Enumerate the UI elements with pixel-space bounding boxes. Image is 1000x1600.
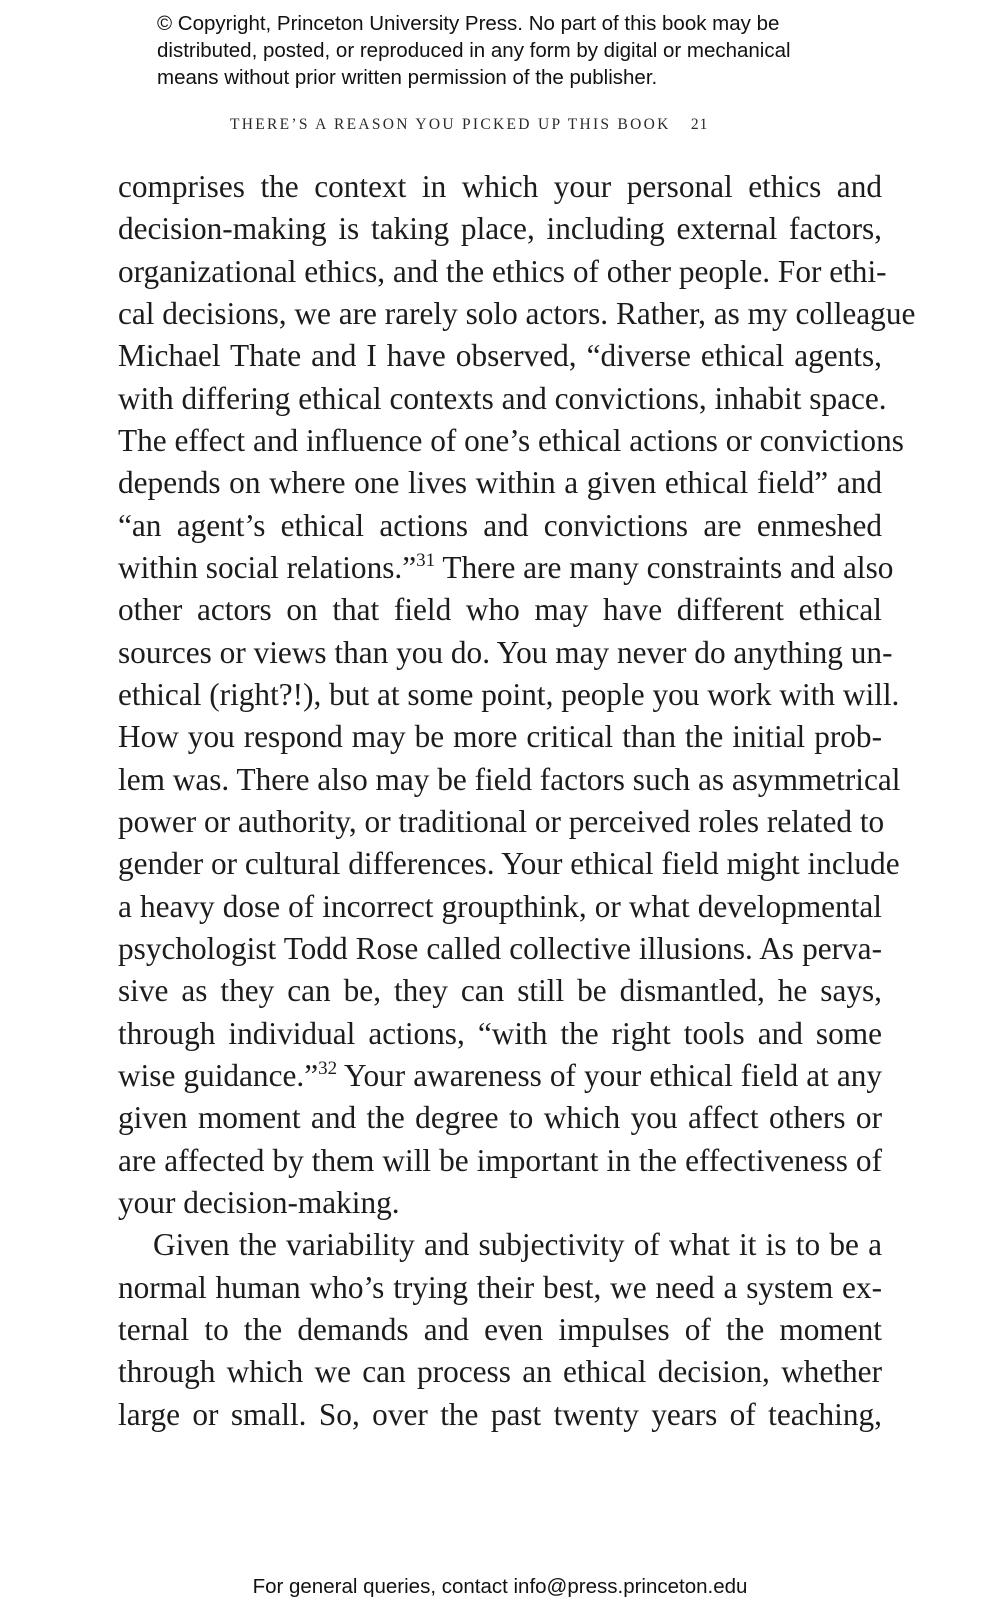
copyright-notice: [157, 10, 877, 91]
text-line: ethical (right?!), but at some point, people you work with will.: [118, 676, 900, 712]
text-line: a heavy dose of incorrect groupthink, or what developmental: [118, 888, 882, 924]
footer-contact: For general queries, contact info@press.princeton.edu: [252, 1575, 748, 1598]
text-line: sive as they can be, they can still be dismantled, he says,: [118, 973, 882, 1009]
footnote-ref-32: 32: [318, 1057, 338, 1079]
copyright-line: means without prior written permission of the publisher.: [157, 66, 658, 89]
text-line: normal human who’s trying their best, we need a system ex-: [118, 1269, 882, 1305]
text-line: sources or views than you do. You may never do anything un-: [118, 634, 893, 670]
text-line: organizational ethics, and the ethics of other people. For ethi-: [118, 253, 887, 289]
page-number: 21: [690, 116, 709, 133]
text-line: your decision-making.: [118, 1184, 400, 1220]
text-line: depends on where one lives within a given ethical field” and: [118, 465, 882, 501]
text-line: comprises the context in which your personal ethics and: [118, 169, 882, 204]
text-line: with differing ethical contexts and convictions, inhabit space.: [118, 380, 887, 416]
running-head: [230, 116, 708, 134]
text-line: lem was. There also may be field factors such as asymmetrical: [118, 761, 901, 797]
text-segment: wise guidance.”: [118, 1057, 319, 1093]
running-head-title: THERE’S A REASON YOU PICKED UP THIS BOOK: [230, 116, 671, 133]
text-line: decision-making is taking place, including external factors,: [118, 211, 882, 247]
text-line: [118, 547, 894, 589]
text-line: Michael Thate and I have observed, “diverse ethical agents,: [118, 338, 882, 374]
text-line: gender or cultural differences. Your ethical field might include: [118, 846, 900, 882]
text-line: Given the variability and subjectivity of what it is to be a: [153, 1227, 882, 1263]
copyright-line: © Copyright, Princeton University Press. No part of this book may be: [157, 12, 780, 35]
text-line: The effect and influence of one’s ethical actions or convictions: [118, 422, 904, 458]
copyright-line: distributed, posted, or reproduced in any form by digital or mechanical: [157, 39, 791, 62]
text-line: are affected by them will be important in the effectiveness of: [118, 1142, 882, 1178]
text-line: given moment and the degree to which you affect others or: [118, 1100, 882, 1136]
body-text: [118, 166, 916, 1436]
text-line: through individual actions, “with the right tools and some: [118, 1015, 882, 1051]
text-line: psychologist Todd Rose called collective illusions. As perva-: [118, 930, 882, 966]
text-line: cal decisions, we are rarely solo actors. Rather, as my colleague: [118, 295, 916, 331]
text-segment: There are many constraints and also: [442, 549, 894, 585]
text-segment: Your awareness of your ethical field at any: [343, 1057, 883, 1093]
footnote-ref-31: 31: [416, 549, 436, 571]
text-line: through which we can process an ethical decision, whether: [118, 1354, 882, 1390]
text-line: ternal to the demands and even impulses of the moment: [118, 1311, 882, 1347]
text-segment: within social relations.”: [118, 549, 417, 585]
text-line: large or small. So, over the past twenty years of teaching,: [118, 1396, 882, 1432]
text-line: [118, 1055, 882, 1097]
text-line: How you respond may be more critical than the initial prob-: [118, 719, 882, 755]
text-line: other actors on that field who may have different ethical: [118, 592, 882, 628]
text-line: “an agent’s ethical actions and convictions are enmeshed: [118, 507, 882, 543]
text-line: power or authority, or traditional or perceived roles related to: [118, 803, 885, 839]
